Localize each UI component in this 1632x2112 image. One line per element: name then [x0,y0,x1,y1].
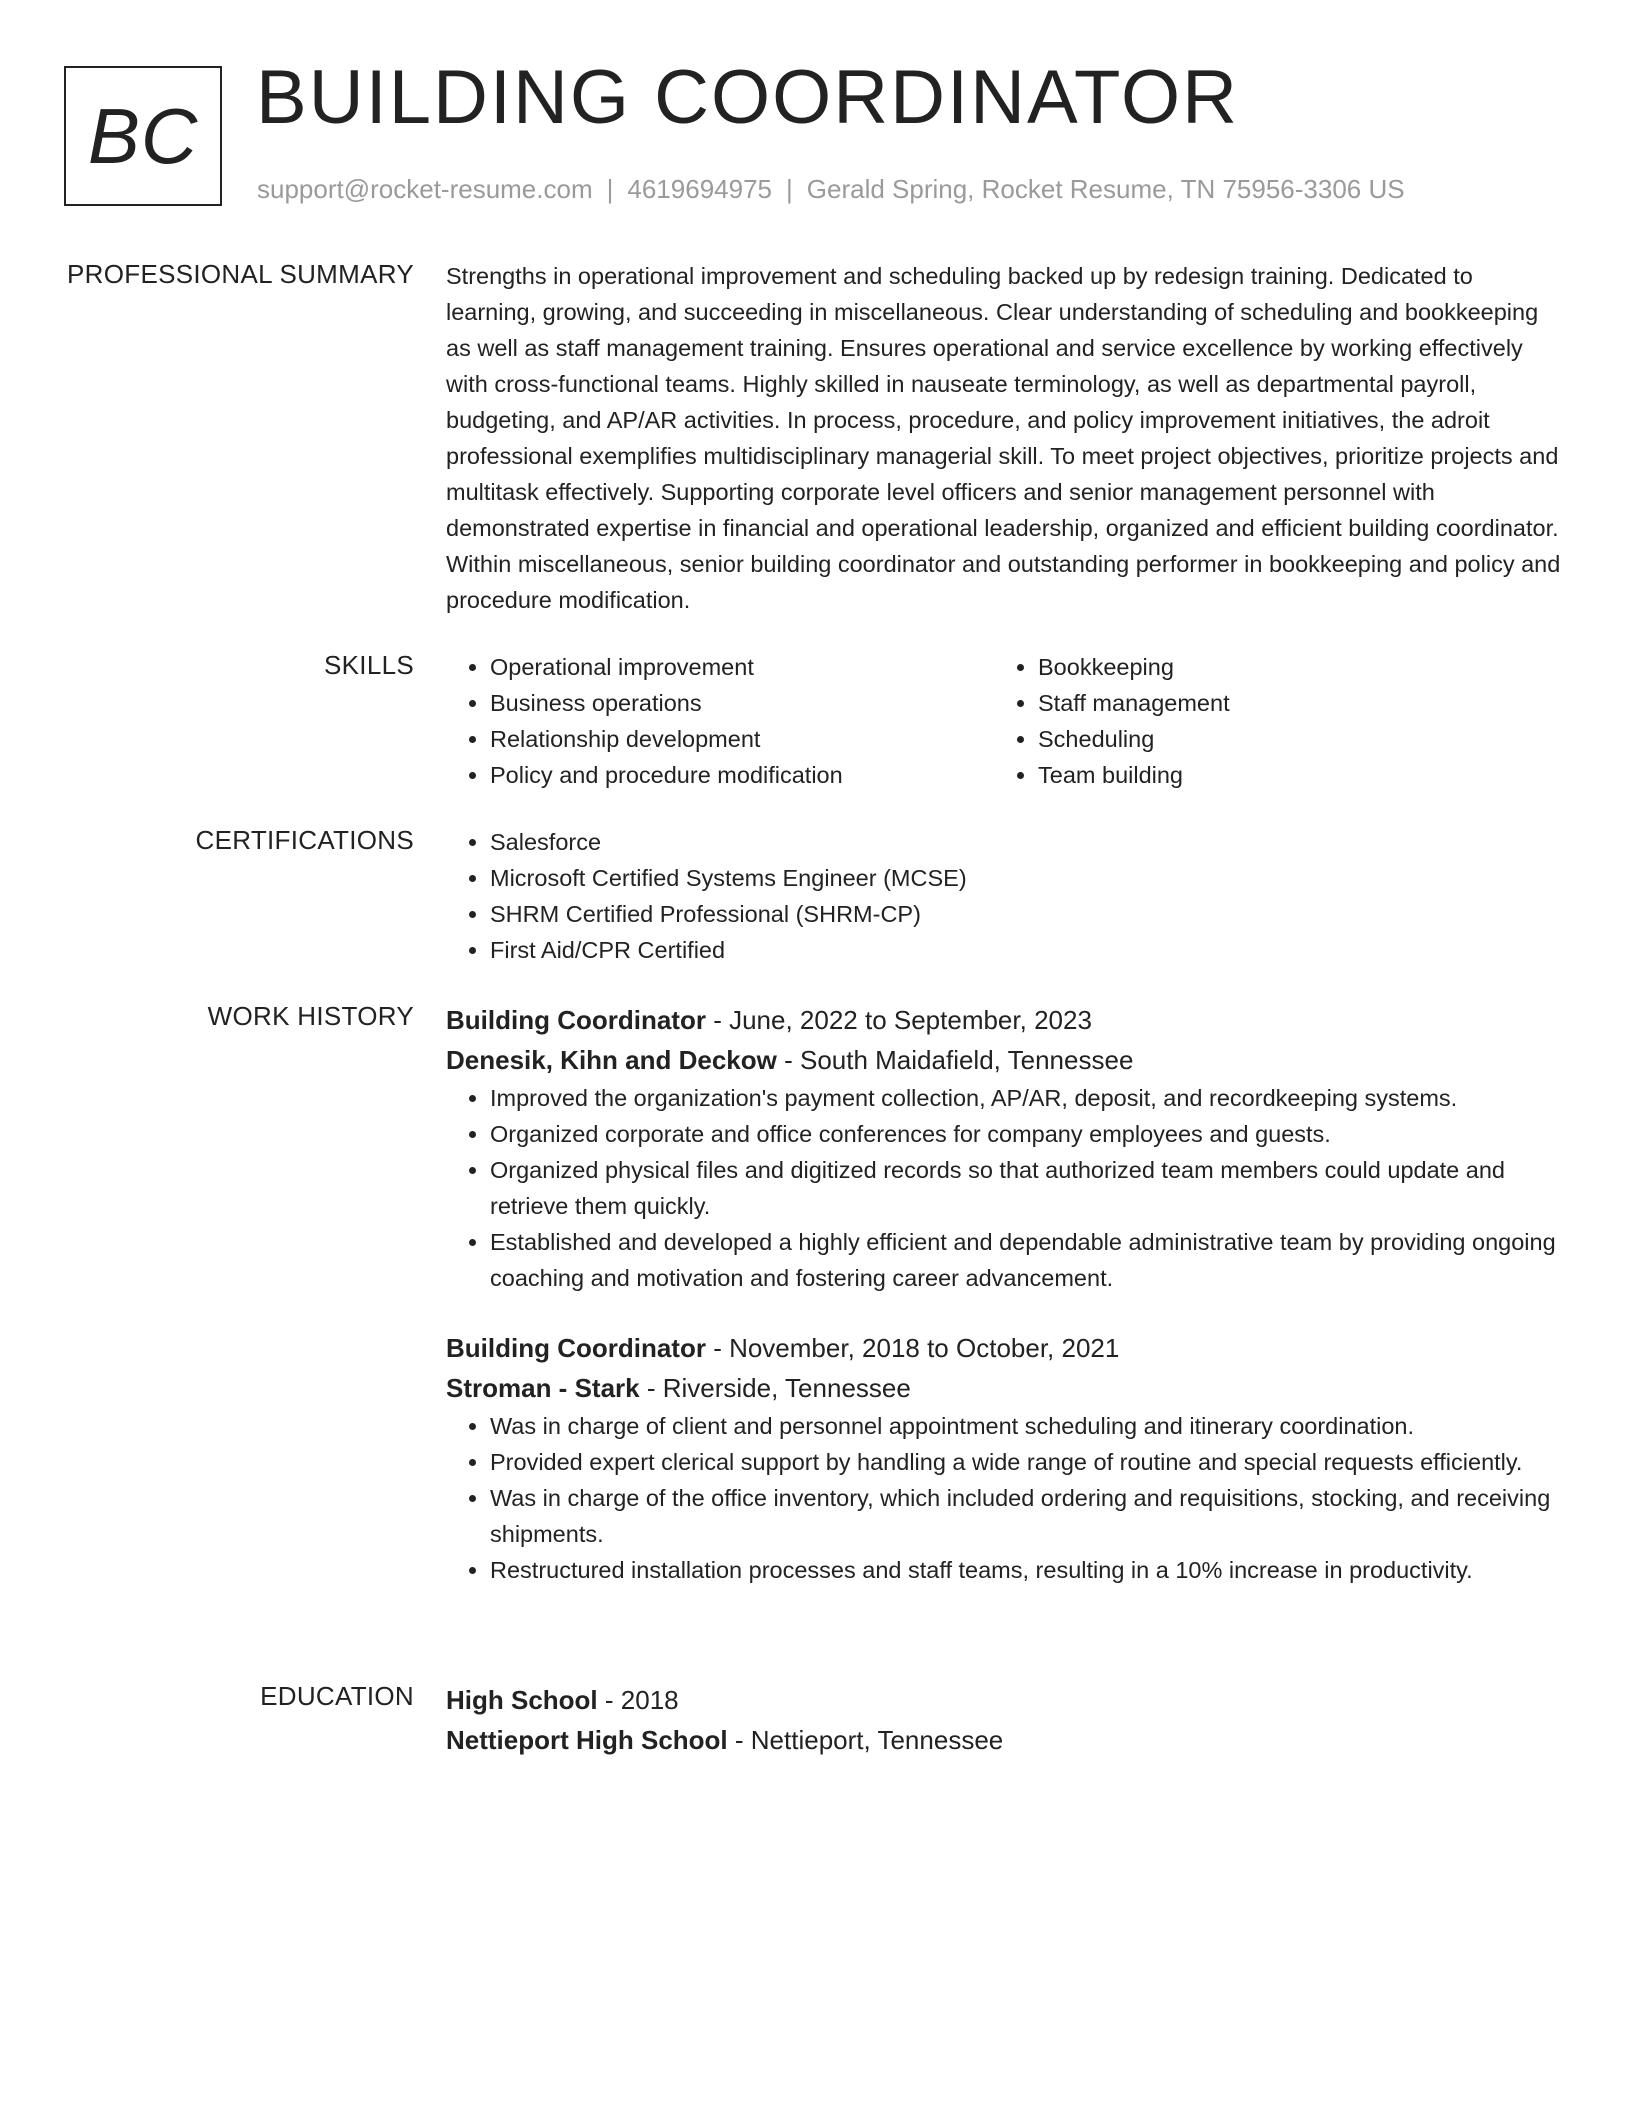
skills-column-left [446,649,994,793]
monogram-logo: BC [64,66,222,206]
section-label-certifications: CERTIFICATIONS [195,825,414,855]
section-label-summary: PROFESSIONAL SUMMARY [67,259,414,289]
skill-item: • Scheduling [1038,721,1542,757]
contact-separator: | [606,174,614,204]
contact-email: support@rocket-resume.com [257,174,593,204]
page-title: BUILDING COORDINATOR [256,55,1240,140]
education-degree-line [446,1680,1566,1720]
section-label-education: EDUCATION [260,1681,414,1711]
contact-line [257,174,1405,205]
skill-item: • Relationship development [490,721,994,757]
education-location: - Nettieport, Tennessee [727,1725,1004,1755]
job-entry [446,1000,1566,1296]
job-bullet: • Provided expert clerical support by handling a wide range of routine and special requests efficiently. [490,1444,1566,1480]
job-company-line [446,1368,1566,1408]
certification-item: • Microsoft Certified Systems Engineer (MCSE) [490,860,1566,896]
job-bullet: • Restructured installation processes and staff teams, resulting in a 10% increase in productivity. [490,1552,1566,1588]
job-bullet: • Improved the organization's payment collection, AP/AR, deposit, and recordkeeping systems. [490,1080,1566,1116]
skill-item: • Team building [1038,757,1542,793]
certifications-body [446,824,1566,968]
skill-item: • Staff management [1038,685,1542,721]
education-body [446,1680,1566,1760]
skills-column-right [994,649,1542,793]
contact-phone: 4619694975 [627,174,772,204]
contact-address: Gerald Spring, Rocket Resume, TN 75956-3306 US [806,174,1405,204]
job-entry [446,1328,1566,1588]
job-title: Building Coordinator [446,1333,706,1363]
job-dates: - June, 2022 to September, 2023 [705,1005,1092,1035]
skill-item: • Bookkeeping [1038,649,1542,685]
education-school: Nettieport High School [446,1725,728,1755]
job-bullet: • Organized corporate and office conferences for company employees and guests. [490,1116,1566,1152]
skill-item: • Policy and procedure modification [490,757,994,793]
job-bullet: • Established and developed a highly efficient and dependable administrative team by providing ongoing coaching and motivation and fostering career advancement. [490,1224,1566,1296]
job-dates: - November, 2018 to October, 2021 [705,1333,1120,1363]
work-history-body [446,1000,1566,1588]
job-company: Denesik, Kihn and Deckow [446,1045,777,1075]
contact-separator: | [786,174,793,204]
job-company: Stroman - Stark [446,1373,640,1403]
section-label-work-history: WORK HISTORY [207,1001,414,1031]
job-bullet: • Was in charge of the office inventory, which included ordering and requisitions, stocking, and receiving shipments. [490,1480,1566,1552]
section-label-skills: SKILLS [324,650,414,680]
skill-item: • Business operations [490,685,994,721]
education-school-line [446,1720,1566,1760]
certification-item: • SHRM Certified Professional (SHRM-CP) [490,896,1566,932]
certification-item: • Salesforce [490,824,1566,860]
job-title-line [446,1328,1566,1368]
certification-item: • First Aid/CPR Certified [490,932,1566,968]
education-degree: High School [446,1685,598,1715]
summary-body [446,258,1566,618]
summary-text: Strengths in operational improvement and scheduling backed up by redesign training. Dedicated to learning, growing, and succeeding in miscellaneous. Clear understanding of scheduling and bookkeeping as well as staff management training. Ensures operational and service excellence by working effectively with cross-functional teams. Highly skilled in nauseate terminology, as well as departmental payroll, budgeting, and AP/AR activities. In process, procedure, and policy improvement initiatives, the adroit professional exemplifies multidisciplinary managerial skill. To meet project objectives, prioritize projects and multitask effectively. Supporting corporate level officers and senior management personnel with demonstrated expertise in financial and operational leadership, organized and efficient building coordinator. Within miscellaneous, senior building coordinator and outstanding performer in bookkeeping and policy and procedure modification. [446,263,1561,613]
skill-item: • Operational improvement [490,649,994,685]
job-bullet: • Organized physical files and digitized records so that authorized team members could update and retrieve them quickly. [490,1152,1566,1224]
job-bullet: • Was in charge of client and personnel appointment scheduling and itinerary coordination. [490,1408,1566,1444]
job-location: - Riverside, Tennessee [639,1373,911,1403]
job-location: - South Maidafield, Tennessee [776,1045,1134,1075]
job-title: Building Coordinator [446,1005,706,1035]
job-company-line [446,1040,1566,1080]
skills-body [446,649,1566,793]
education-year: - 2018 [597,1685,679,1715]
job-title-line [446,1000,1566,1040]
